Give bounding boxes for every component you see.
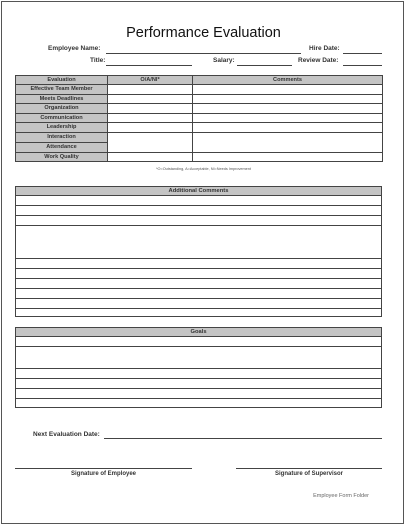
eval-row-label: Effective Team Member [16, 85, 108, 95]
eval-comment-cell[interactable] [193, 85, 383, 95]
review-date-field[interactable] [343, 65, 382, 66]
evaluation-column-header: Evaluation [16, 76, 108, 85]
salary-label: Salary: [213, 57, 235, 64]
eval-rating-cell[interactable] [108, 123, 193, 133]
additional-comments-section [15, 186, 382, 317]
hire-date-field[interactable] [343, 53, 382, 54]
goal-line[interactable] [16, 347, 381, 369]
employee-signature-line[interactable] [15, 468, 192, 469]
eval-rating-cell[interactable] [108, 152, 193, 162]
title-field[interactable] [106, 65, 192, 66]
eval-comment-cell[interactable] [193, 104, 383, 114]
supervisor-signature-label: Signature of Supervisor [274, 471, 343, 477]
eval-rating-cell[interactable] [108, 132, 193, 152]
employee-name-field[interactable] [106, 53, 301, 54]
eval-comment-cell[interactable] [193, 94, 383, 104]
comment-line[interactable] [16, 269, 381, 279]
eval-row-label: Work Quality [16, 152, 108, 162]
comment-line[interactable] [16, 226, 381, 259]
goals-section [15, 327, 382, 408]
eval-comment-cell[interactable] [193, 152, 383, 162]
eval-rating-cell[interactable] [108, 85, 193, 95]
eval-comment-cell[interactable] [193, 113, 383, 123]
comment-line[interactable] [16, 279, 381, 289]
next-evaluation-field[interactable] [104, 438, 382, 439]
rating-legend-note: *O=Outstanding, A=Acceptable, NI=Needs Improvement [156, 167, 251, 171]
comment-line[interactable] [16, 196, 381, 206]
goals-heading: Goals [16, 328, 381, 337]
hire-date-label: Hire Date: [309, 45, 340, 52]
evaluation-table [15, 75, 383, 162]
goal-line[interactable] [16, 379, 381, 389]
salary-field[interactable] [237, 65, 292, 66]
rating-column-header: O/A/NI* [108, 76, 193, 85]
next-evaluation-label: Next Evaluation Date: [33, 431, 100, 438]
review-date-label: Review Date: [298, 57, 339, 64]
goal-line[interactable] [16, 389, 381, 399]
eval-row-label: Meets Deadlines [16, 94, 108, 104]
comment-line[interactable] [16, 299, 381, 309]
comment-line[interactable] [16, 259, 381, 269]
comment-line[interactable] [16, 206, 381, 216]
eval-row-label: Organization [16, 104, 108, 114]
goal-line[interactable] [16, 399, 381, 408]
eval-comment-cell[interactable] [193, 123, 383, 133]
form-title: Performance Evaluation [126, 25, 281, 41]
comment-line[interactable] [16, 309, 381, 317]
supervisor-signature-line[interactable] [236, 468, 382, 469]
eval-rating-cell[interactable] [108, 94, 193, 104]
eval-row-label: Attendance [16, 142, 108, 152]
comments-column-header: Comments [193, 76, 383, 85]
eval-row-label: Interaction [16, 132, 108, 142]
eval-row-label: Leadership [16, 123, 108, 133]
employee-name-label: Employee Name: [48, 45, 101, 52]
title-label: Title: [90, 57, 106, 64]
eval-rating-cell[interactable] [108, 104, 193, 114]
eval-comment-cell[interactable] [193, 132, 383, 152]
additional-comments-heading: Additional Comments [16, 187, 381, 196]
eval-row-label: Communication [16, 113, 108, 123]
eval-rating-cell[interactable] [108, 113, 193, 123]
comment-line[interactable] [16, 289, 381, 299]
comment-line[interactable] [16, 216, 381, 226]
employee-signature-label: Signature of Employee [70, 471, 136, 477]
goal-line[interactable] [16, 337, 381, 347]
footer-text: Employee Form Folder [313, 493, 369, 499]
goal-line[interactable] [16, 369, 381, 379]
